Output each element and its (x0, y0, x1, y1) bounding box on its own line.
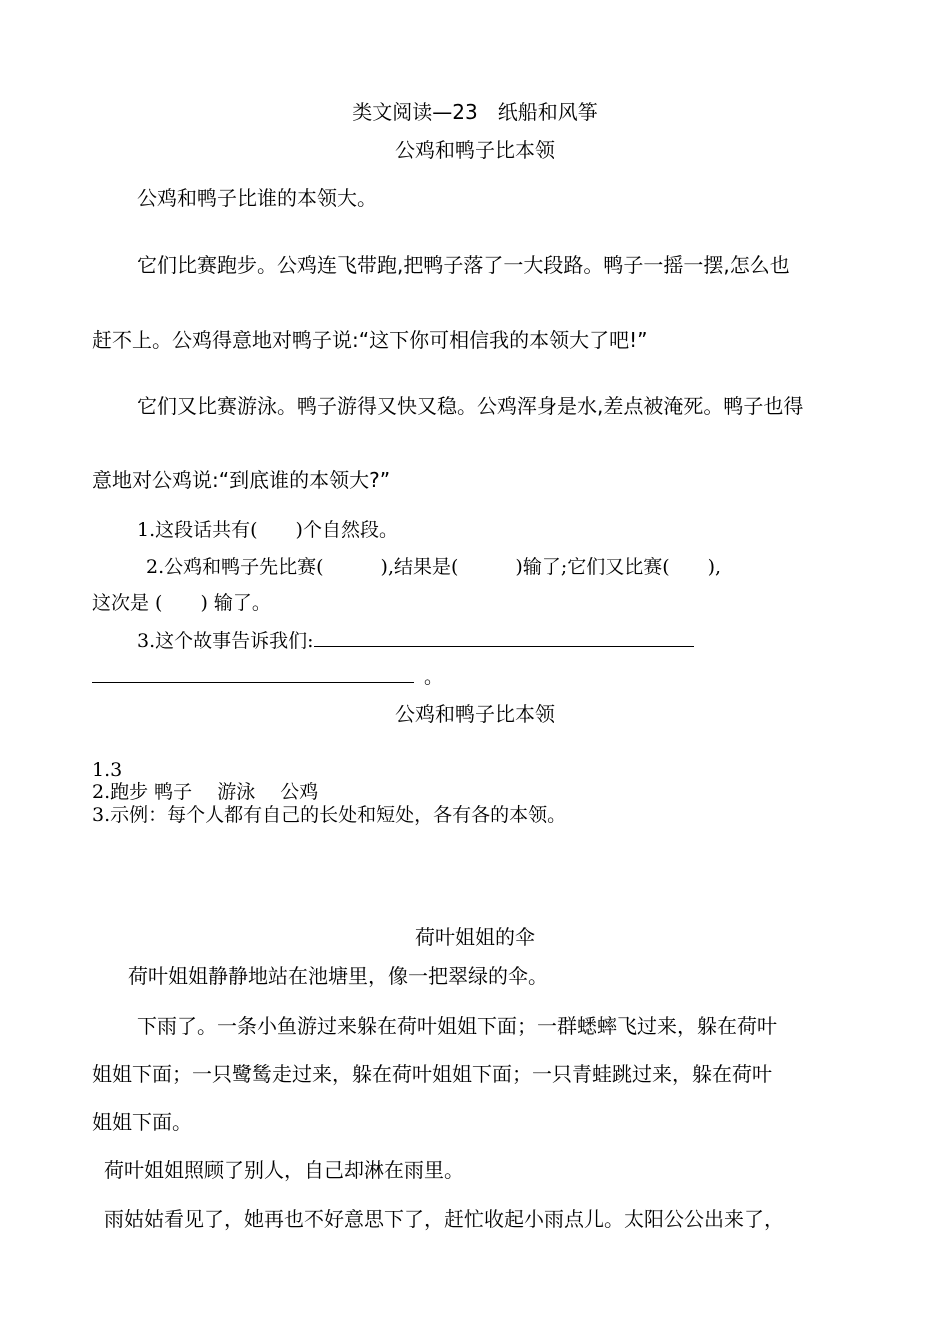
question-3-label: 3.这个故事告诉我们: (137, 630, 314, 652)
story2-paragraph: 荷叶姐姐静静地站在池塘里，像一把翠绿的伞。 (128, 964, 548, 988)
story1-paragraph: 它们比赛跑步。公鸡连飞带跑,把鸭子落了一大段路。鸭子一摇一摆,怎么也 (137, 253, 790, 277)
story2-paragraph: 荷叶姐姐照顾了别人，自己却淋在雨里。 (104, 1158, 464, 1182)
answer-item: 2.跑步 鸭子 游泳 公鸡 (92, 781, 319, 803)
story2-paragraph: 姐姐下面；一只鹭鸶走过来，躲在荷叶姐姐下面；一只青蛙跳过来，躲在荷叶 (92, 1062, 772, 1086)
story2-paragraph: 姐姐下面。 (92, 1110, 192, 1134)
answers-title: 公鸡和鸭子比本领 (395, 702, 555, 726)
question-2: 2.公鸡和鸭子先比赛( ),结果是( )输了;它们又比赛( ), (146, 556, 722, 578)
question-3-end: 。 (424, 666, 444, 688)
story2-title: 荷叶姐姐的伞 (415, 925, 535, 949)
story1-paragraph: 意地对公鸡说:“到底谁的本领大?” (92, 468, 391, 492)
story1-paragraph: 它们又比赛游泳。鸭子游得又快又稳。公鸡浑身是水,差点被淹死。鸭子也得 (137, 394, 804, 418)
question-1: 1.这段话共有( )个自然段。 (137, 519, 398, 541)
answer-blank-line (92, 681, 414, 683)
document-header: 类文阅读—23 纸船和风筝 (352, 100, 598, 124)
story1-paragraph: 赶不上。公鸡得意地对鸭子说:“这下你可相信我的本领大了吧!” (92, 328, 648, 352)
story1-paragraph: 公鸡和鸭子比谁的本领大。 (137, 186, 377, 210)
question-2-continued: 这次是 ( ) 输了。 (92, 592, 271, 614)
story1-title: 公鸡和鸭子比本领 (395, 138, 555, 162)
story2-paragraph: 下雨了。一条小鱼游过来躲在荷叶姐姐下面；一群蟋蟀飞过来，躲在荷叶 (137, 1014, 777, 1038)
answer-blank-line (314, 645, 694, 647)
story2-paragraph: 雨姑姑看见了，她再也不好意思下了，赶忙收起小雨点儿。太阳公公出来了， (104, 1207, 784, 1231)
question-3-continued (92, 668, 443, 687)
answer-item: 1.3 (92, 759, 123, 781)
question-3 (137, 632, 694, 651)
answer-item: 3.示例：每个人都有自己的长处和短处，各有各的本领。 (92, 804, 567, 826)
